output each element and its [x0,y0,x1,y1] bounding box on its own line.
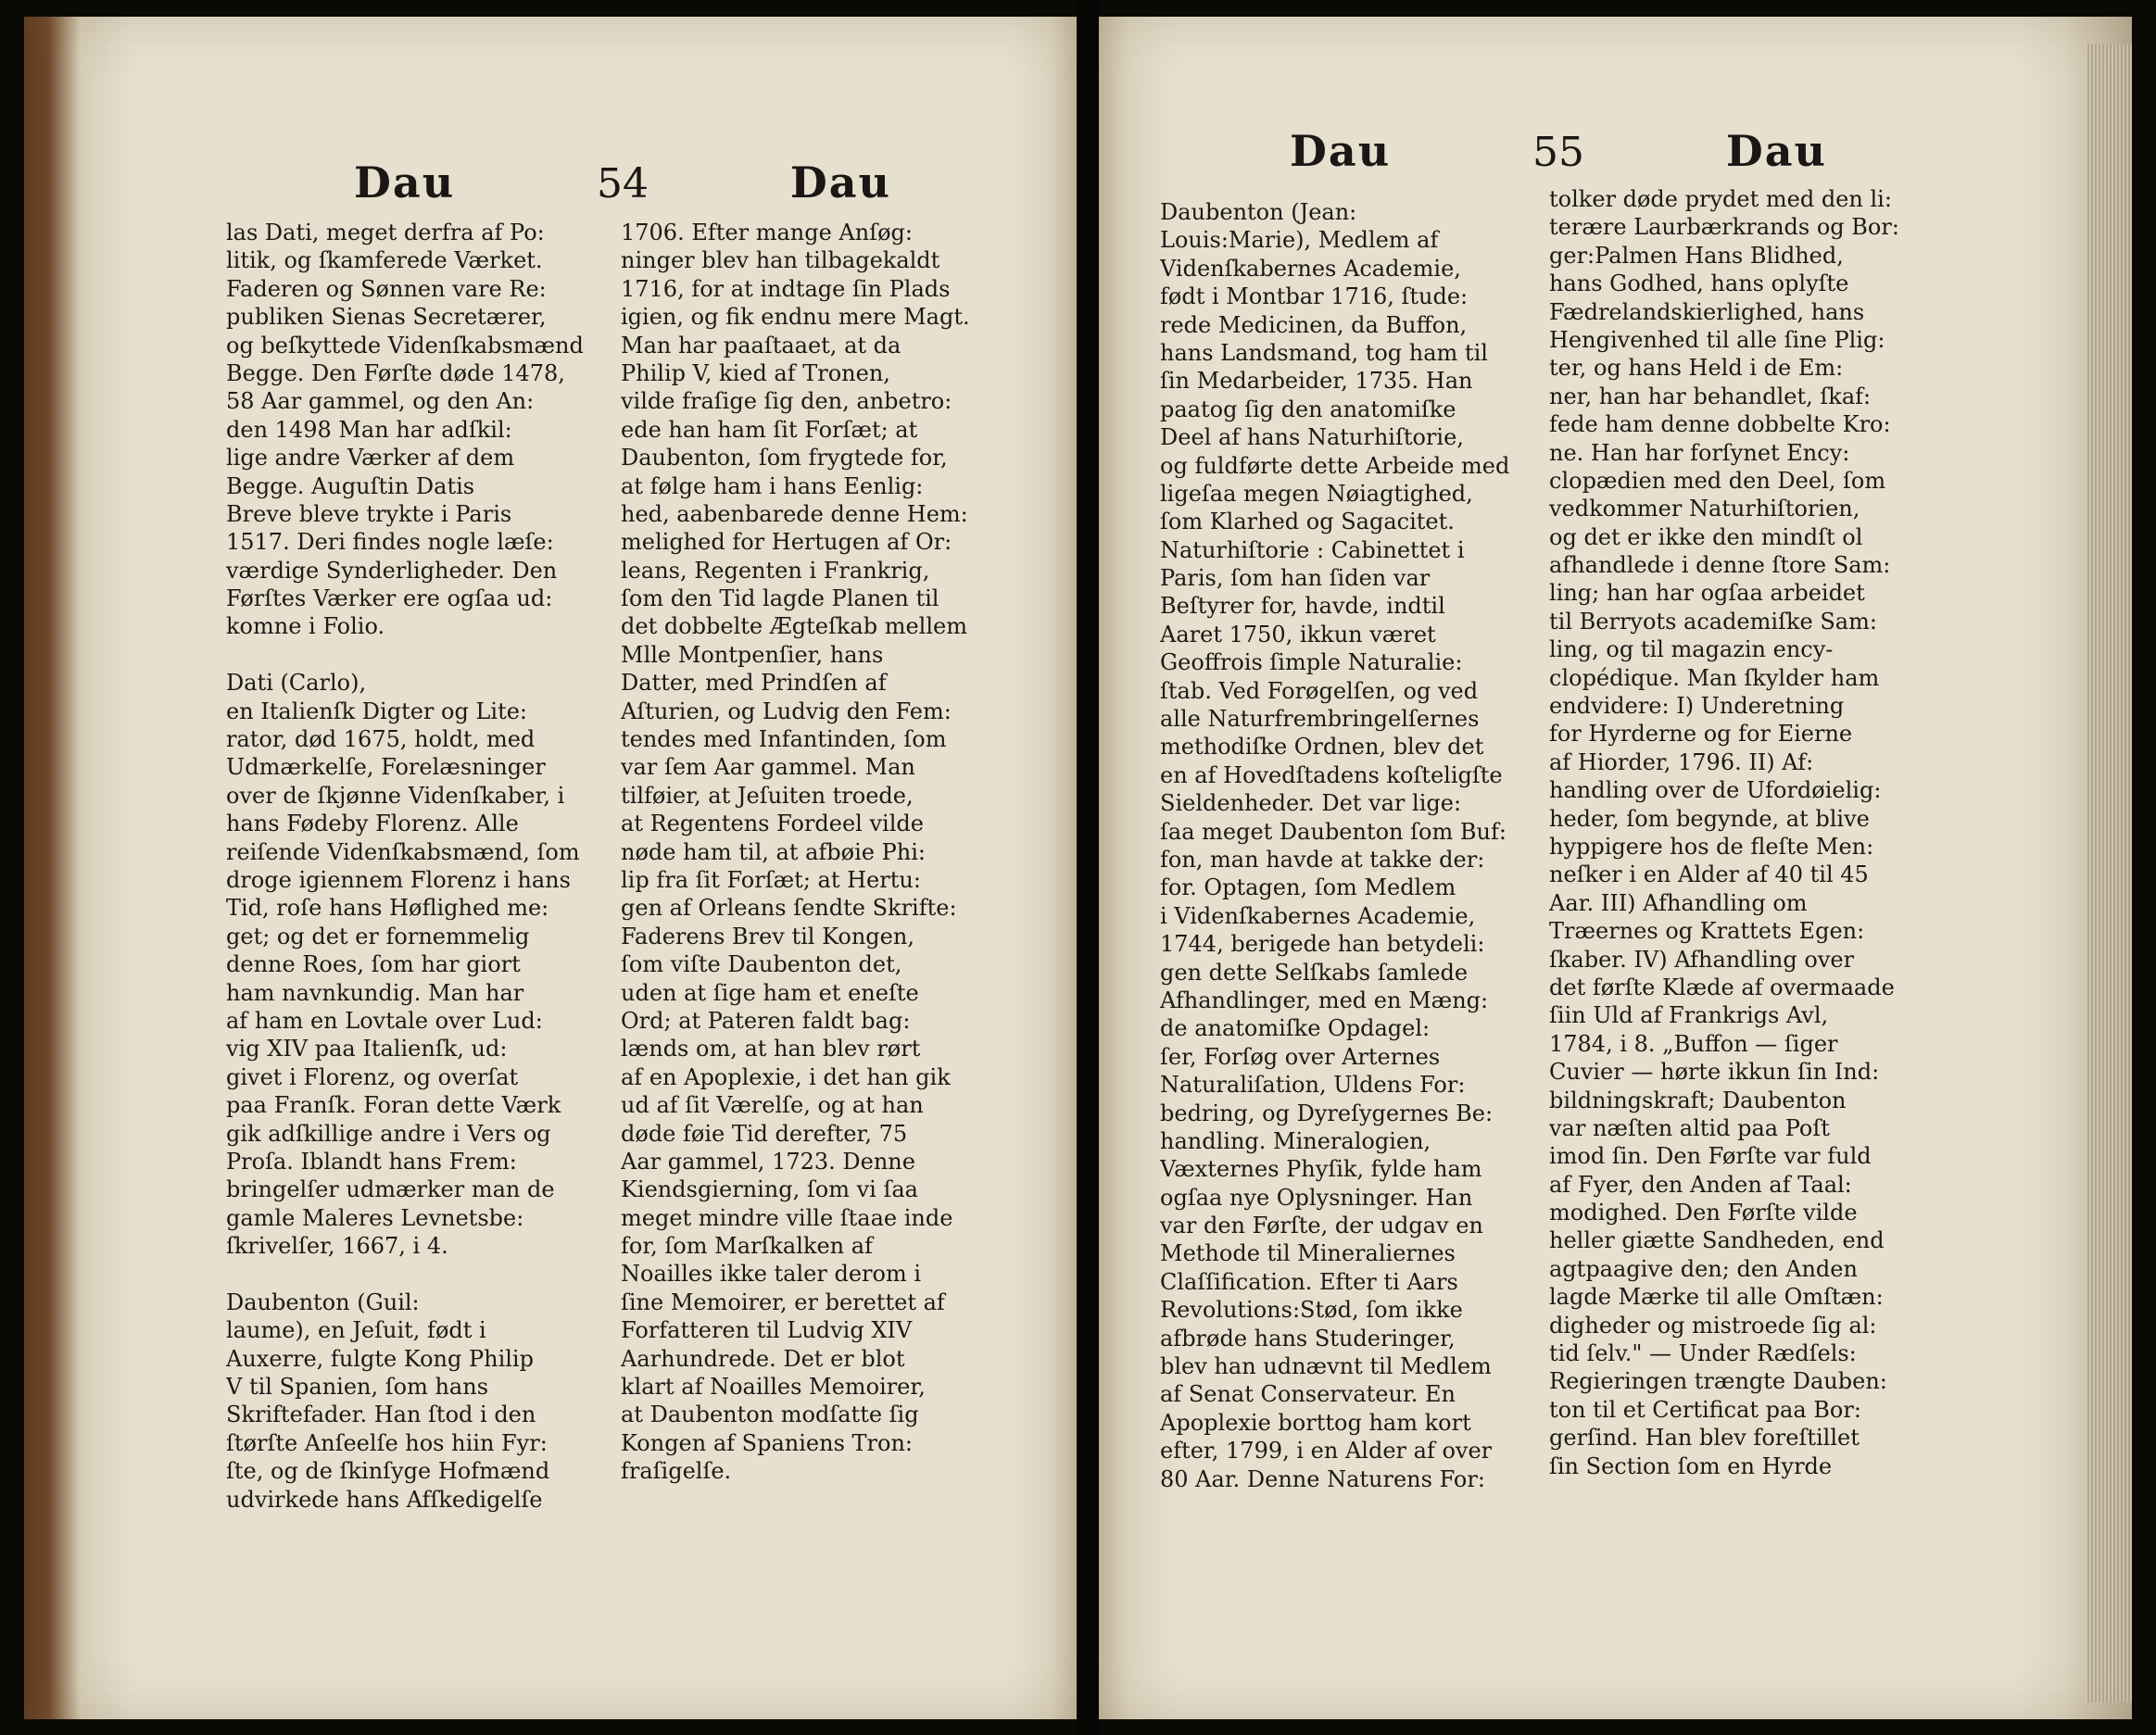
text-line: ſer, Forſøg over Arternes [1160,1043,1441,1070]
text-line: Daubenton, ſom frygtede for, [621,445,948,471]
text-line: 1517. Deri findes nogle læſe: [226,529,554,556]
text-line: ſkrivelſer, 1667, i 4. [226,1233,448,1260]
text-line: at Regentens Fordeel vilde [621,811,924,837]
text-line: bedring, og Dyreſygernes Be: [1160,1100,1494,1126]
text-line: Faderens Brev til Kongen, [621,923,914,949]
text-line: Afhandlinger, med en Mæng: [1160,987,1489,1013]
text-line: Sieldenheder. Det var lige: [1160,790,1462,817]
text-line: Breve bleve trykte i Paris [226,500,512,527]
text-line: nøde ham til, at afbøie Phi: [621,838,926,865]
text-line: neſker i en Alder af 40 til 45 [1549,861,1869,888]
text-line: afhandlede i denne ſtore Sam: [1549,552,1891,579]
text-line: Deel af hans Naturhiſtorie, [1160,424,1464,451]
text-line: givet i Florenz, og overſat [226,1063,519,1090]
text-line: Louis:Marie), Medlem af [1160,227,1439,254]
text-line: Cuvier — hørte ikkun ſin Ind: [1549,1059,1880,1086]
text-line: for. Optagen, ſom Medlem [1160,874,1456,901]
text-line: Træernes og Krattets Egen: [1549,918,1865,945]
text-line: at Daubenton modſatte ſig [621,1402,919,1428]
text-line: igien, og fik endnu mere Magt. [621,304,970,331]
text-line: af ham en Lovtale over Lud: [226,1007,543,1034]
text-line: Paris, ſom han ſiden var [1160,565,1431,592]
text-line: af en Apoplexie, i det han gik [621,1063,951,1090]
text-line: clopædien med den Deel, ſom [1549,467,1886,494]
text-line: ſte, og de ſkinſyge Hofmænd [226,1458,550,1485]
text-line: Kongen af Spaniens Tron: [621,1429,913,1456]
text-line: melighed for Hertugen af Or: [621,529,952,556]
text-line: 58 Aar gammel, og den An: [226,388,535,415]
text-line: at følge ham i hans Eenlig: [621,472,924,499]
text-line: Daubenton (Jean: [1160,199,1357,225]
text-line: imod ſin. Den Førſte var fuld [1549,1143,1872,1170]
text-line: var ſem Aar gammel. Man [621,754,915,781]
text-line: Geoffrois ſimple Naturalie: [1160,649,1463,676]
text-line: publiken Sienas Secretærer, [226,304,547,331]
text-line: hans Fødeby Florenz. Alle [226,811,519,837]
text-line: Naturaliſation, Uldens For: [1160,1072,1466,1099]
text-line: lige andre Værker af dem [226,445,515,471]
text-line: ſom viſte Daubenton det, [621,951,902,978]
text-line: Udmærkelſe, Forelæsninger [226,754,546,781]
text-line: heder, ſom begynde, at blive [1549,805,1870,832]
text-line: Begge. Den Førſte døde 1478, [226,359,565,386]
text-line: ſkaber. IV) Afhandling over [1549,946,1855,973]
text-line: Faderen og Sønnen vare Re: [226,275,547,302]
text-line: klart af Noailles Memoirer, [621,1374,926,1401]
text-line: Methode til Mineraliernes [1160,1240,1456,1267]
text-line: udvirkede hans Afſkedigelſe [226,1486,543,1513]
text-line: ogſaa nye Oplysninger. Han [1160,1184,1473,1211]
text-line: uden at ſige ham et eneſte [621,979,919,1006]
text-line: handling. Mineralogien, [1160,1127,1431,1154]
text-line: det dobbelte Ægteſkab mellem [621,613,967,640]
text-line: 80 Aar. Denne Naturens For: [1160,1465,1485,1492]
text-line: agtpaagive den; den Anden [1549,1255,1858,1282]
text-line: meget mindre ville ſtaae inde [621,1204,953,1231]
text-line: det førſte Klæde af overmaade [1549,974,1895,1000]
right-page-number: 55 [1532,129,1584,176]
text-line: efter, 1799, i en Alder af over [1160,1438,1493,1465]
text-line: ſom Klarhed og Sagacitet. [1160,509,1455,535]
text-line: terære Laurbærkrands og Bor: [1549,214,1899,241]
text-line: methodiſke Ordnen, blev det [1160,734,1484,761]
text-line: ſin Medarbeider, 1735. Han [1160,368,1473,395]
left-column-2 [621,219,1014,1486]
text-line: lagde Mærke til alle Omſtæn: [1549,1284,1884,1311]
text-line: ling; han har ogſaa arbeidet [1549,580,1865,607]
text-line: Claſſification. Efter ti Aars [1160,1268,1458,1295]
text-line: Aaret 1750, ikkun været [1160,621,1436,647]
text-line: døde føie Tid derefter, 75 [621,1120,908,1147]
text-line: ſtab. Ved Forøgelſen, og ved [1160,677,1479,704]
text-line: tolker døde prydet med den li: [1549,186,1892,212]
text-line: Førſtes Værker ere ogſaa ud: [226,585,553,612]
text-line: ede han ham ſit Forſæt; at [621,416,918,443]
text-line [226,641,628,669]
text-line: hans Landsmand, tog ham til [1160,339,1488,366]
text-line: lip fra ſit Forſæt; at Hertu: [621,866,921,893]
left-headword-left: Dau [354,157,456,207]
text-line: Dati (Carlo), [226,670,367,697]
text-line: af Fyer, den Anden af Taal: [1549,1171,1852,1198]
text-line: rede Medicinen, da Buffon, [1160,311,1468,338]
text-line: heller giætte Sandheden, end [1549,1227,1885,1254]
text-line: alle Naturfrembringelſernes [1160,706,1480,733]
text-line: Philip V, kied af Tronen, [621,359,890,386]
text-line: og beſkyttede Videnſkabsmænd [226,332,584,358]
text-line: las Dati, meget derfra af Po: [226,220,545,245]
text-line: ſom den Tid lagde Planen til [621,585,939,612]
text-line: Naturhiſtorie : Cabinettet i [1160,536,1465,563]
text-line: gamle Maleres Levnetsbe: [226,1204,524,1231]
text-line: vilde fraſige ſig den, anbetro: [621,388,952,415]
text-line: afbrøde hans Studeringer, [1160,1325,1456,1352]
text-line: laume), en Jeſuit, født i [226,1317,486,1344]
text-line: blev han udnævnt til Medlem [1160,1353,1492,1380]
text-line: Begge. Auguſtin Datis [226,472,475,499]
text-line: ton til et Certificat paa Bor: [1549,1396,1861,1423]
text-line: Auxerre, fulgte Kong Philip [226,1345,534,1372]
text-line: Aarhundrede. Det er blot [621,1345,905,1372]
text-line: hed, aabenbarede denne Hem: [621,500,968,527]
right-page-header [1290,126,1827,176]
text-line: Videnſkabernes Academie, [1160,255,1461,282]
text-line: gerſind. Han blev foreſtillet [1549,1425,1860,1452]
text-line: en Italienſk Digter og Lite: [226,698,528,724]
text-line: 1716, for at indtage ſin Plads [621,275,951,302]
text-line: gen dette Selſkabs ſamlede [1160,959,1469,986]
text-line: ger:Palmen Hans Blidhed, [1549,242,1844,269]
text-line: Forfatteren til Ludvig XIV [621,1317,913,1344]
text-line: var næſten altid paa Poſt [1549,1114,1830,1141]
text-line: til Berryots academiſke Sam: [1549,608,1877,635]
text-line: ham navnkundig. Man har [226,979,524,1006]
text-line: ter, og hans Held i de Em: [1549,355,1844,382]
left-page-header [354,157,891,207]
text-line: tid ſelv." — Under Rædſels: [1549,1340,1857,1367]
text-line: hans Godhed, hans oplyſte [1549,270,1849,297]
text-line: Tid, roſe hans Høflighed me: [226,895,549,922]
text-line: komne i Folio. [226,613,385,640]
text-line: Aar. III) Afhandling om [1549,889,1808,916]
text-line: ud af ſit Værelſe, og at han [621,1092,924,1119]
text-line: fraſigelſe. [621,1458,732,1485]
text-line: Mlle Montpenſier, hans [621,641,884,668]
book-gutter [1077,0,1099,1735]
text-line: og fuldførte dette Arbeide med [1160,452,1510,479]
text-line: tilføier, at Jeſuiten troede, [621,782,914,809]
text-line: gik adſkillige andre i Vers og [226,1120,551,1147]
right-column-1 [1160,198,1558,1493]
text-line: paatog ſig den anatomiſke [1160,396,1456,422]
text-line: Apoplexie borttog ham kort [1160,1409,1471,1436]
text-line: var den Førſte, der udgav en [1160,1213,1483,1239]
text-line: bildningskraft; Daubenton [1549,1087,1847,1113]
text-line: for, ſom Marſkalken af [621,1233,873,1260]
text-line: digheder og mistroede ſig al: [1549,1312,1877,1339]
text-line: Kiendsgierning, ſom vi ſaa [621,1176,918,1203]
text-line: af Hiorder, 1796. II) Af: [1549,748,1814,775]
text-line: af Senat Conservateur. En [1160,1381,1456,1408]
text-line: ſaa meget Daubenton ſom Buf: [1160,818,1507,845]
left-page [24,17,1077,1719]
left-headword-right: Dau [789,157,891,207]
text-line: den 1498 Man har adſkil: [226,416,512,443]
text-line: litik, og ſkamferede Værket. [226,247,543,274]
text-line: reiſende Videnſkabsmænd, ſom [226,838,580,865]
text-line: modighed. Den Førſte vilde [1549,1200,1858,1226]
text-line: Daubenton (Guil: [226,1289,420,1315]
text-line: ner, han har behandlet, ſkaf: [1549,383,1872,409]
text-line: Hengivenhed til alle ſine Plig: [1549,326,1885,353]
text-line: Proſa. Iblandt hans Frem: [226,1148,517,1175]
left-page-number: 54 [597,160,649,207]
text-line: Aſturien, og Ludvig den Fem: [621,698,952,724]
text-line: i Videnſkabernes Academie, [1160,902,1476,929]
text-line: Væxternes Phyſik, fylde ham [1160,1156,1482,1183]
text-line: Fædrelandskierlighed, hans [1549,298,1865,325]
right-headword-left: Dau [1290,126,1392,176]
text-line: lænds om, at han blev rørt [621,1036,921,1062]
text-line: ninger blev han tilbagekaldt [621,247,940,274]
text-line: endvidere: I) Underetning [1549,693,1845,720]
right-page [1099,17,2132,1719]
text-line: rator, død 1675, holdt, med [226,726,536,753]
text-line: droge igiennem Florenz i hans [226,866,571,893]
text-line: V til Spanien, ſom hans [226,1374,489,1401]
text-line: Man har paaſtaaet, at da [621,332,901,358]
text-line: get; og det er fornemmelig [226,923,530,949]
text-line: leans, Regenten i Frankrig, [621,557,930,584]
text-line: fon, man havde at takke der: [1160,846,1485,873]
text-line: clopédique. Man ſkylder ham [1549,664,1880,691]
text-line: ſiin Uld af Frankrigs Avl, [1549,1002,1829,1029]
text-line: de anatomiſke Opdagel: [1160,1015,1431,1042]
text-line: ſin Section ſom en Hyrde [1549,1452,1833,1479]
text-line: Ord; at Pateren faldt bag: [621,1007,911,1034]
page-edges [2086,44,2132,1703]
text-line: en af Hovedſtadens koſteligſte [1160,761,1503,788]
text-line: gen af Orleans ſendte Skrifte: [621,895,957,922]
text-line: ne. Han har forſynet Ency: [1549,439,1850,466]
right-headword-right: Dau [1725,126,1827,176]
text-line: og det er ikke den mindſt ol [1549,523,1863,550]
text-line: Aar gammel, 1723. Denne [621,1148,915,1175]
text-line: ligeſaa megen Nøiagtighed, [1160,480,1473,507]
text-line: Skriftefader. Han ſtod i den [226,1402,536,1428]
text-line: denne Roes, ſom har giort [226,951,521,978]
text-line: Beſtyrer for, havde, indtil [1160,593,1445,620]
text-line: ſtørſte Anſeelſe hos hiin Fyr: [226,1429,548,1456]
text-line: paa Franſk. Foran dette Værk [226,1092,561,1119]
text-line: Regieringen trængte Dauben: [1549,1368,1887,1395]
text-line: vig XIV paa Italienſk, ud: [226,1036,508,1062]
right-column-2 [1549,185,1953,1480]
text-line: ſine Memoirer, er berettet af [621,1289,945,1315]
text-line: Noailles ikke taler derom i [621,1261,922,1288]
text-line: handling over de Ufordøielig: [1549,777,1882,804]
text-line: 1744, berigede han betydeli: [1160,931,1485,958]
left-column-1 [226,219,628,1514]
text-line: Revolutions:Stød, ſom ikke [1160,1297,1463,1324]
text-line: vedkommer Naturhiſtorien, [1549,496,1860,522]
text-line [226,1260,628,1288]
text-line: bringelſer udmærker man de [226,1176,555,1203]
text-line: over de ſkjønne Videnſkaber, i [226,782,565,809]
text-line: tendes med Infantinden, ſom [621,726,947,753]
text-line: Datter, med Prindſen af [621,670,887,697]
text-line: 1706. Efter mange Anſøg: [621,220,913,245]
text-line: hyppigere hos de fleſte Men: [1549,833,1874,860]
text-line: ling, og til magazin ency- [1549,636,1834,663]
text-line: født i Montbar 1716, ſtude: [1160,283,1469,310]
text-line: for Hyrderne og for Eierne [1549,721,1853,748]
text-line: fede ham denne dobbelte Kro: [1549,411,1891,438]
text-line: værdige Synderligheder. Den [226,557,558,584]
text-line: 1784, i 8. „Buffon — ſiger [1549,1030,1838,1057]
